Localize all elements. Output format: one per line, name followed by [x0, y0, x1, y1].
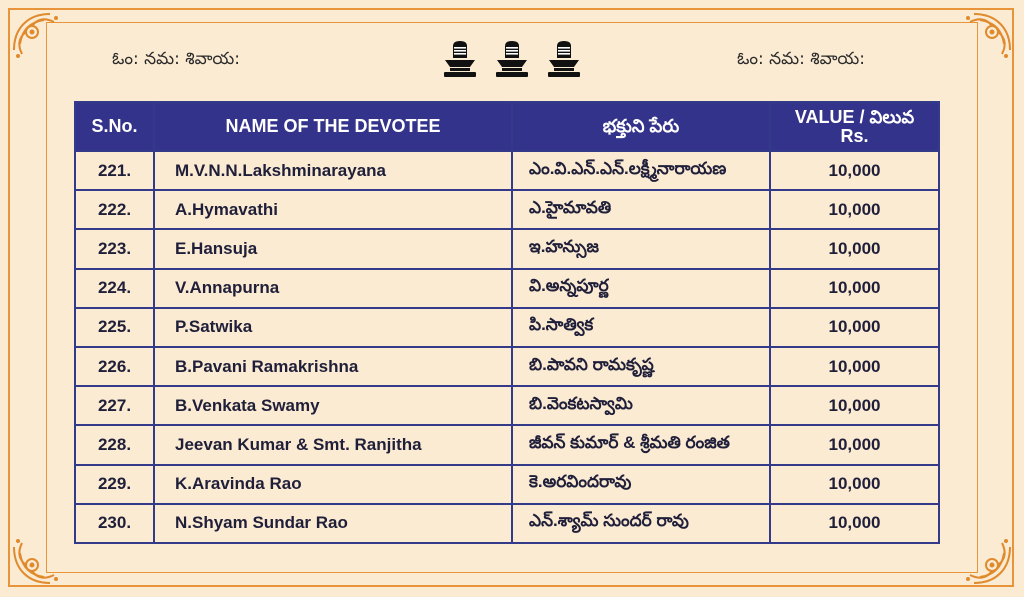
cell-name: P.Satwika	[154, 308, 512, 347]
cell-value: 10,000	[770, 190, 939, 229]
cell-sno: 227.	[75, 386, 154, 425]
header-value	[770, 102, 939, 151]
cell-telugu-name: బి.పావని రామకృష్ణ	[512, 347, 770, 386]
cell-name: B.Venkata Swamy	[154, 386, 512, 425]
cell-telugu-name: పి.సాత్విక	[512, 308, 770, 347]
chant-left: ఓం: నమ: శివాయ:	[112, 49, 240, 69]
cell-value: 10,000	[770, 425, 939, 464]
cell-sno: 222.	[75, 190, 154, 229]
corner-ornament-icon	[10, 10, 78, 78]
cell-value: 10,000	[770, 151, 939, 190]
cell-name: K.Aravinda Rao	[154, 465, 512, 504]
table-row	[75, 229, 939, 268]
cell-name: N.Shyam Sundar Rao	[154, 504, 512, 543]
table-row	[75, 465, 939, 504]
table-row	[75, 151, 939, 190]
cell-telugu-name: వి.అన్నపూర్ణ	[512, 269, 770, 308]
shiva-lingam-icon	[546, 40, 582, 78]
header-value-line2: Rs.	[840, 125, 869, 146]
devotee-table	[74, 101, 940, 544]
cell-telugu-name: ఇ.హన్సుజ	[512, 229, 770, 268]
shiva-lingam-icon	[494, 40, 530, 78]
cell-sno: 224.	[75, 269, 154, 308]
cell-telugu-name: ఎ.హైమావతి	[512, 190, 770, 229]
cell-sno: 221.	[75, 151, 154, 190]
header-sno: S.No.	[75, 102, 154, 151]
cell-name: V.Annapurna	[154, 269, 512, 308]
cell-value: 10,000	[770, 347, 939, 386]
header-name: NAME OF THE DEVOTEE	[154, 102, 512, 151]
corner-ornament-icon	[10, 519, 78, 587]
cell-value: 10,000	[770, 269, 939, 308]
chant-right: ఓం: నమ: శివాయ:	[737, 49, 865, 69]
corner-ornament-icon	[946, 519, 1014, 587]
lingam-group	[442, 40, 582, 80]
cell-sno: 230.	[75, 504, 154, 543]
cell-name: Jeevan Kumar & Smt. Ranjitha	[154, 425, 512, 464]
cell-telugu-name: ఎం.వి.ఎన్.ఎన్.లక్ష్మీనారాయణ	[512, 151, 770, 190]
cell-telugu-name: ఎన్.శ్యామ్ సుందర్ రావు	[512, 504, 770, 543]
table-row	[75, 425, 939, 464]
cell-telugu-name: బి.వెంకటస్వామి	[512, 386, 770, 425]
cell-name: E.Hansuja	[154, 229, 512, 268]
cell-telugu-name: జీవన్ కుమార్ & శ్రీమతి రంజిత	[512, 425, 770, 464]
table-row	[75, 347, 939, 386]
cell-sno: 229.	[75, 465, 154, 504]
cell-value: 10,000	[770, 308, 939, 347]
cell-sno: 225.	[75, 308, 154, 347]
cell-value: 10,000	[770, 229, 939, 268]
table-row	[75, 190, 939, 229]
cell-value: 10,000	[770, 386, 939, 425]
header-value-line1: VALUE / విలువ	[794, 106, 915, 127]
cell-telugu-name: కె.అరవిందరావు	[512, 465, 770, 504]
table-row	[75, 504, 939, 543]
corner-ornament-icon	[946, 10, 1014, 78]
cell-value: 10,000	[770, 504, 939, 543]
shiva-lingam-icon	[442, 40, 478, 78]
cell-sno: 223.	[75, 229, 154, 268]
cell-name: M.V.N.N.Lakshminarayana	[154, 151, 512, 190]
table-header-row	[75, 102, 939, 151]
table-row	[75, 386, 939, 425]
header-telugu-name: భక్తుని పేరు	[512, 102, 770, 151]
cell-sno: 228.	[75, 425, 154, 464]
cell-name: B.Pavani Ramakrishna	[154, 347, 512, 386]
table-row	[75, 308, 939, 347]
cell-sno: 226.	[75, 347, 154, 386]
table-row	[75, 269, 939, 308]
cell-name: A.Hymavathi	[154, 190, 512, 229]
cell-value: 10,000	[770, 465, 939, 504]
